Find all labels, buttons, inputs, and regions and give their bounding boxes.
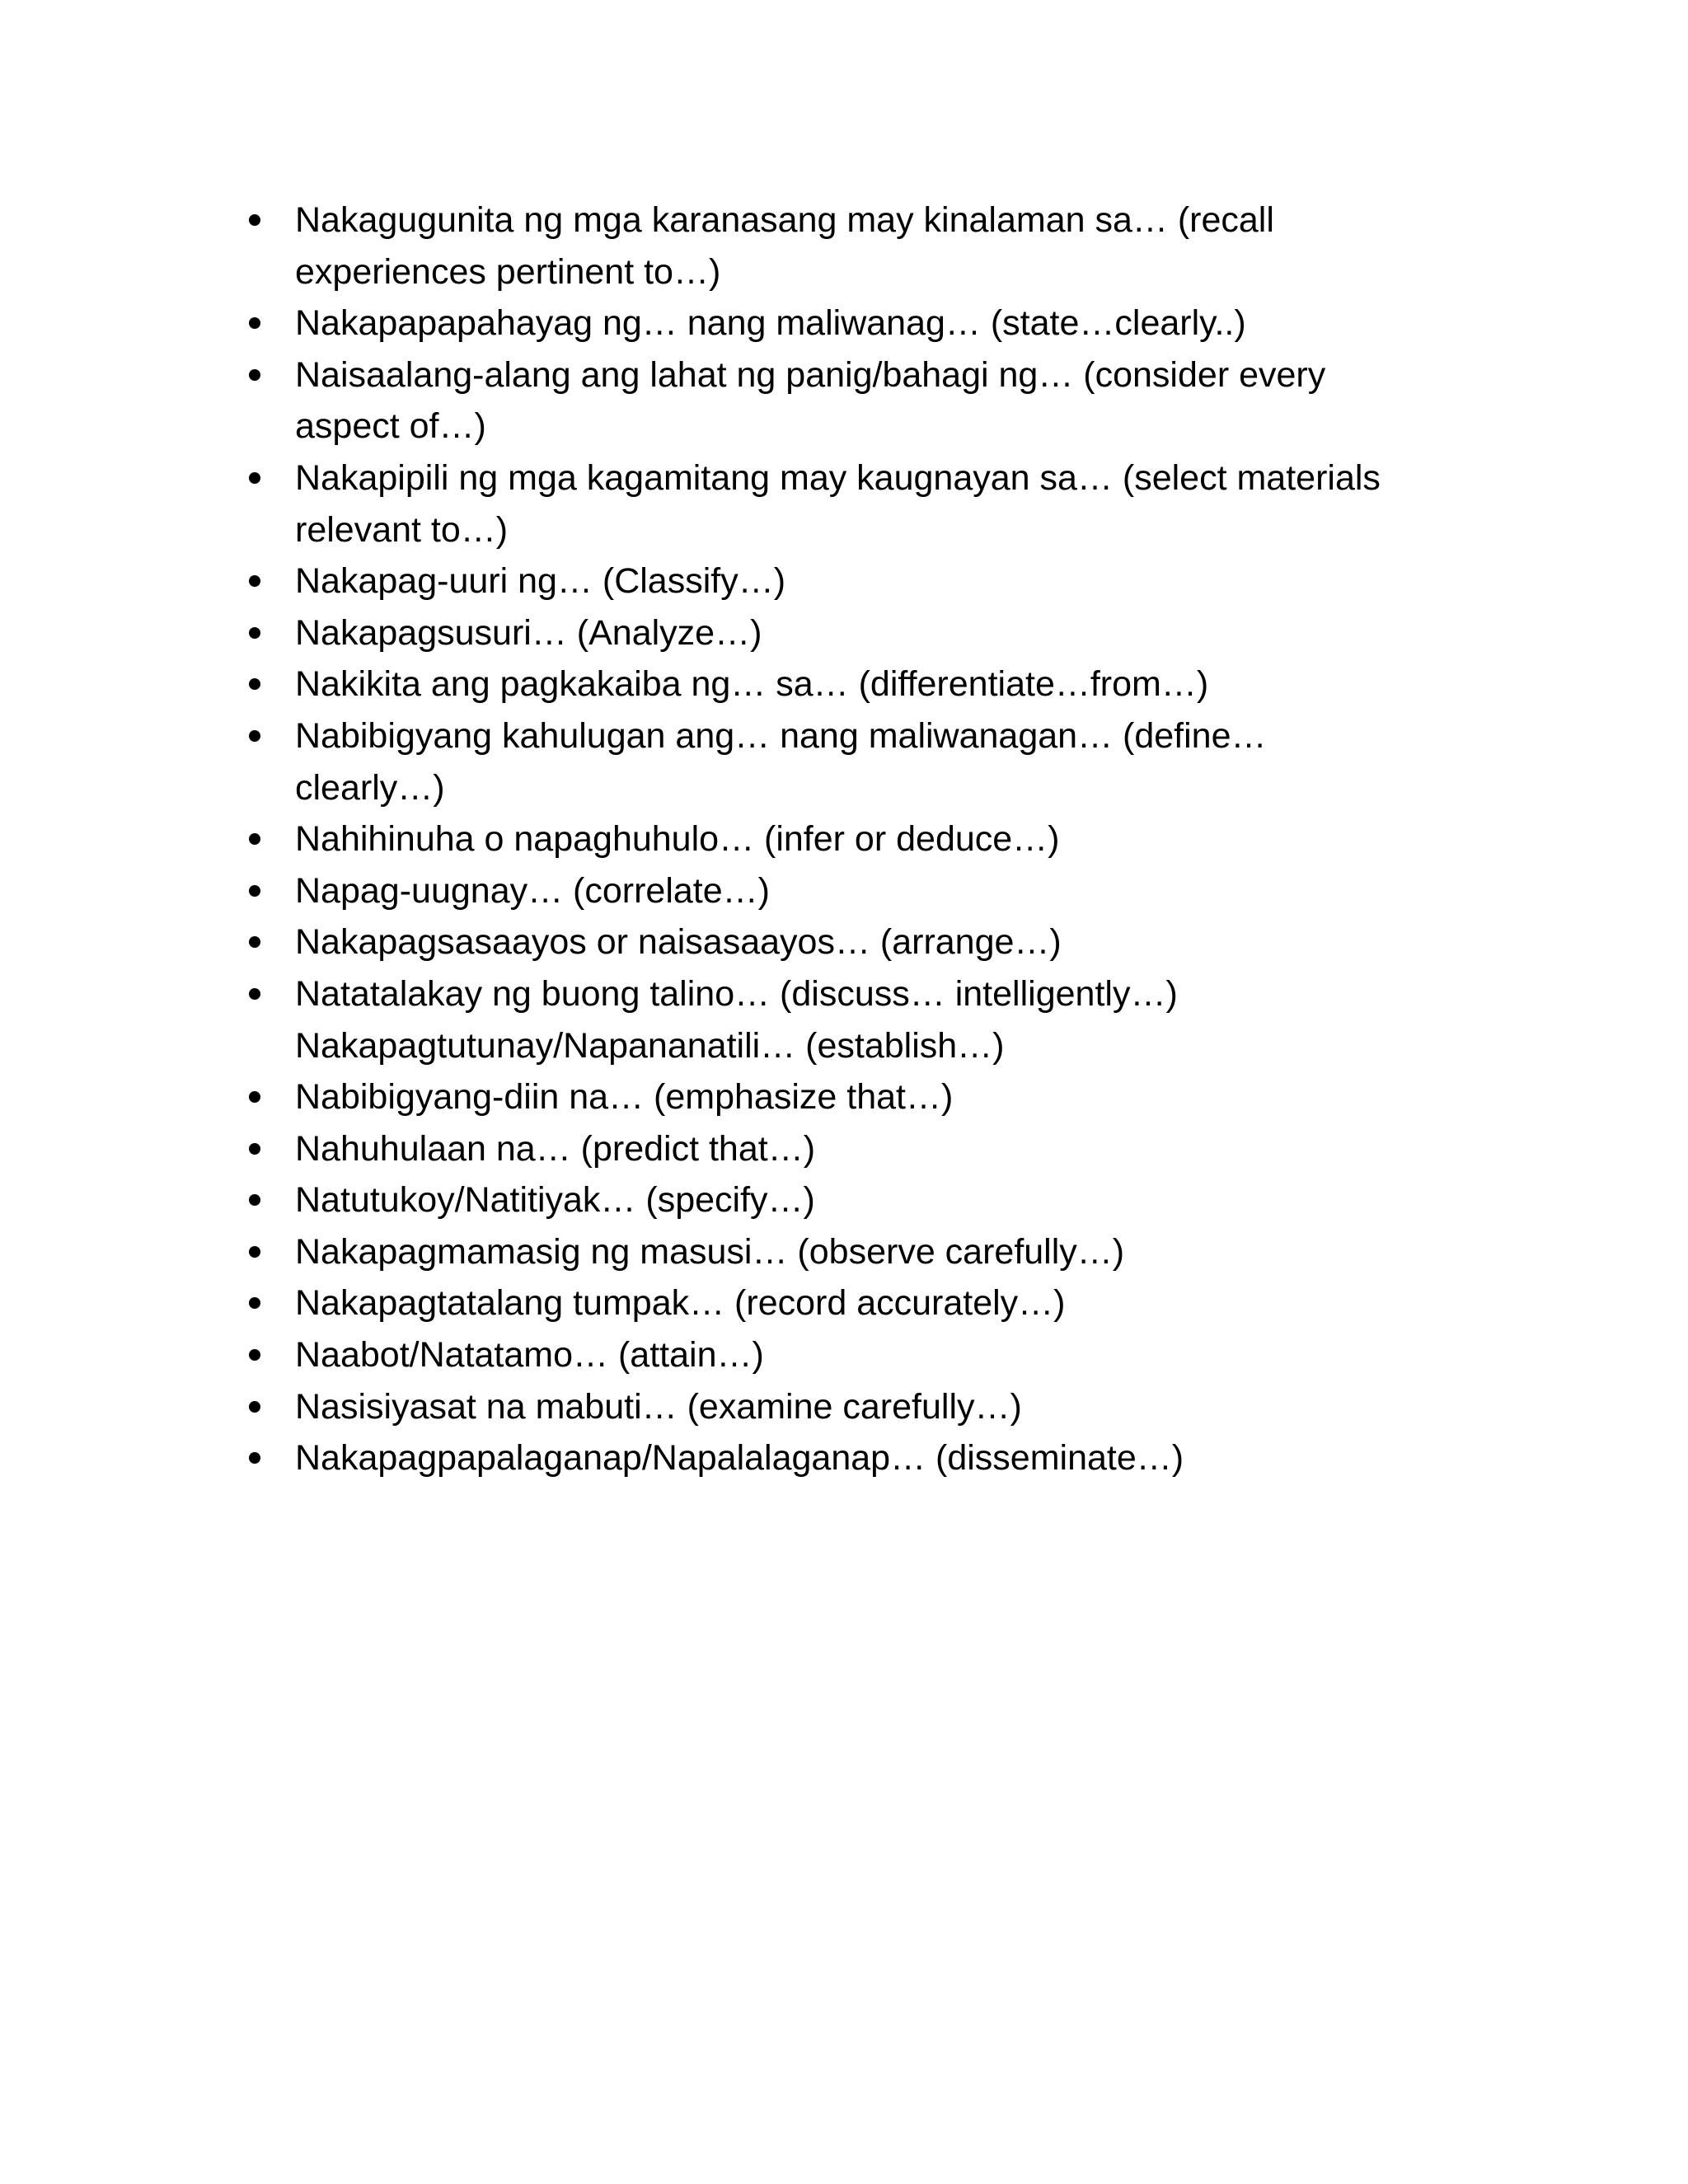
bullet-icon bbox=[249, 627, 260, 639]
list-item-text: Nakapapapahayag ng… nang maliwanag… (state…clearly..) bbox=[295, 303, 1246, 344]
list-item bbox=[241, 1226, 1543, 1278]
list-item-text: Nakapagtatalang tumpak… (record accurately…) bbox=[295, 1283, 1066, 1324]
list-item bbox=[241, 1277, 1543, 1329]
list-item-text: Nakapagmamasig ng masusi… (observe carefully…) bbox=[295, 1231, 1125, 1272]
bullet-icon bbox=[249, 936, 260, 948]
list-item-text: Naisaalang-alang ang lahat ng panig/bahagi ng… (consider every bbox=[295, 354, 1326, 395]
objectives-bullet-list bbox=[241, 194, 1543, 1484]
bullet-icon bbox=[249, 1091, 260, 1103]
list-item-text: Naabot/Natatamo… (attain…) bbox=[295, 1335, 764, 1376]
list-item-text: Nakagugunita ng mga karanasang may kinalaman sa… (recall bbox=[295, 200, 1274, 240]
bullet-icon bbox=[249, 1452, 260, 1464]
list-item-text: Nakapagsusuri… (Analyze…) bbox=[295, 612, 762, 653]
list-item bbox=[241, 1174, 1543, 1226]
list-item bbox=[241, 194, 1543, 298]
list-item-text: Nahuhulaan na… (predict that…) bbox=[295, 1128, 816, 1169]
bullet-icon bbox=[249, 1401, 260, 1413]
list-item-text: Nakikita ang pagkakaiba ng… sa… (differentiate…from…) bbox=[295, 664, 1209, 705]
list-item bbox=[241, 1329, 1543, 1381]
list-item bbox=[241, 813, 1543, 865]
list-item-text: Napag-uugnay… (correlate…) bbox=[295, 870, 770, 911]
bullet-icon bbox=[249, 678, 260, 690]
list-item bbox=[241, 865, 1543, 917]
list-item-text: aspect of…) bbox=[295, 406, 486, 447]
list-item-text: Nabibigyang-diin na… (emphasize that…) bbox=[295, 1077, 954, 1118]
list-item-text: Nahihinuha o napaghuhulo… (infer or deduce…) bbox=[295, 819, 1060, 860]
list-item bbox=[241, 298, 1543, 349]
bullet-icon bbox=[249, 317, 260, 329]
list-item-text: Natatalakay ng buong talino… (discuss… intelligently…) bbox=[295, 973, 1178, 1014]
list-item-text: Nakapagtutunay/Napananatili… (establish…) bbox=[295, 1025, 1005, 1066]
list-item-text: Nasisiyasat na mabuti… (examine carefully…) bbox=[295, 1386, 1022, 1427]
list-item bbox=[241, 916, 1543, 968]
bullet-icon bbox=[249, 575, 260, 587]
bullet-icon bbox=[249, 1349, 260, 1361]
list-item-text: Natutukoy/Natitiyak… (specify…) bbox=[295, 1180, 815, 1221]
list-item bbox=[241, 555, 1543, 607]
list-item bbox=[241, 1071, 1543, 1123]
bullet-icon bbox=[249, 1143, 260, 1155]
list-item-text: Nakapag-uuri ng… (Classify…) bbox=[295, 561, 786, 602]
list-item-text: Nabibigyang kahulugan ang… nang maliwanagan… (define… bbox=[295, 715, 1267, 756]
bullet-icon bbox=[249, 1194, 260, 1206]
bullet-icon bbox=[249, 214, 260, 226]
list-item bbox=[241, 349, 1543, 452]
list-item bbox=[241, 1381, 1543, 1433]
list-item bbox=[241, 710, 1543, 813]
bullet-icon bbox=[249, 1297, 260, 1309]
list-item bbox=[241, 658, 1543, 710]
bullet-icon bbox=[249, 730, 260, 742]
bullet-icon bbox=[249, 885, 260, 897]
bullet-icon bbox=[249, 1246, 260, 1258]
list-item-text: clearly…) bbox=[295, 767, 445, 808]
list-item-text: relevant to…) bbox=[295, 509, 509, 550]
list-item bbox=[241, 1432, 1543, 1484]
list-item bbox=[241, 452, 1543, 555]
list-item-text: experiences pertinent to…) bbox=[295, 251, 721, 292]
bullet-icon bbox=[249, 833, 260, 845]
bullet-icon bbox=[249, 369, 260, 381]
bullet-icon bbox=[249, 472, 260, 484]
list-item bbox=[241, 968, 1543, 1071]
list-item-text: Nakapagsasaayos or naisasaayos… (arrange…) bbox=[295, 922, 1062, 963]
list-item bbox=[241, 607, 1543, 659]
bullet-icon bbox=[249, 988, 260, 1000]
list-item-text: Nakapagpapalaganap/Napalalaganap… (disseminate…) bbox=[295, 1438, 1184, 1479]
list-item-text: Nakapipili ng mga kagamitang may kaugnayan sa… (select materials bbox=[295, 457, 1381, 498]
list-item bbox=[241, 1123, 1543, 1175]
